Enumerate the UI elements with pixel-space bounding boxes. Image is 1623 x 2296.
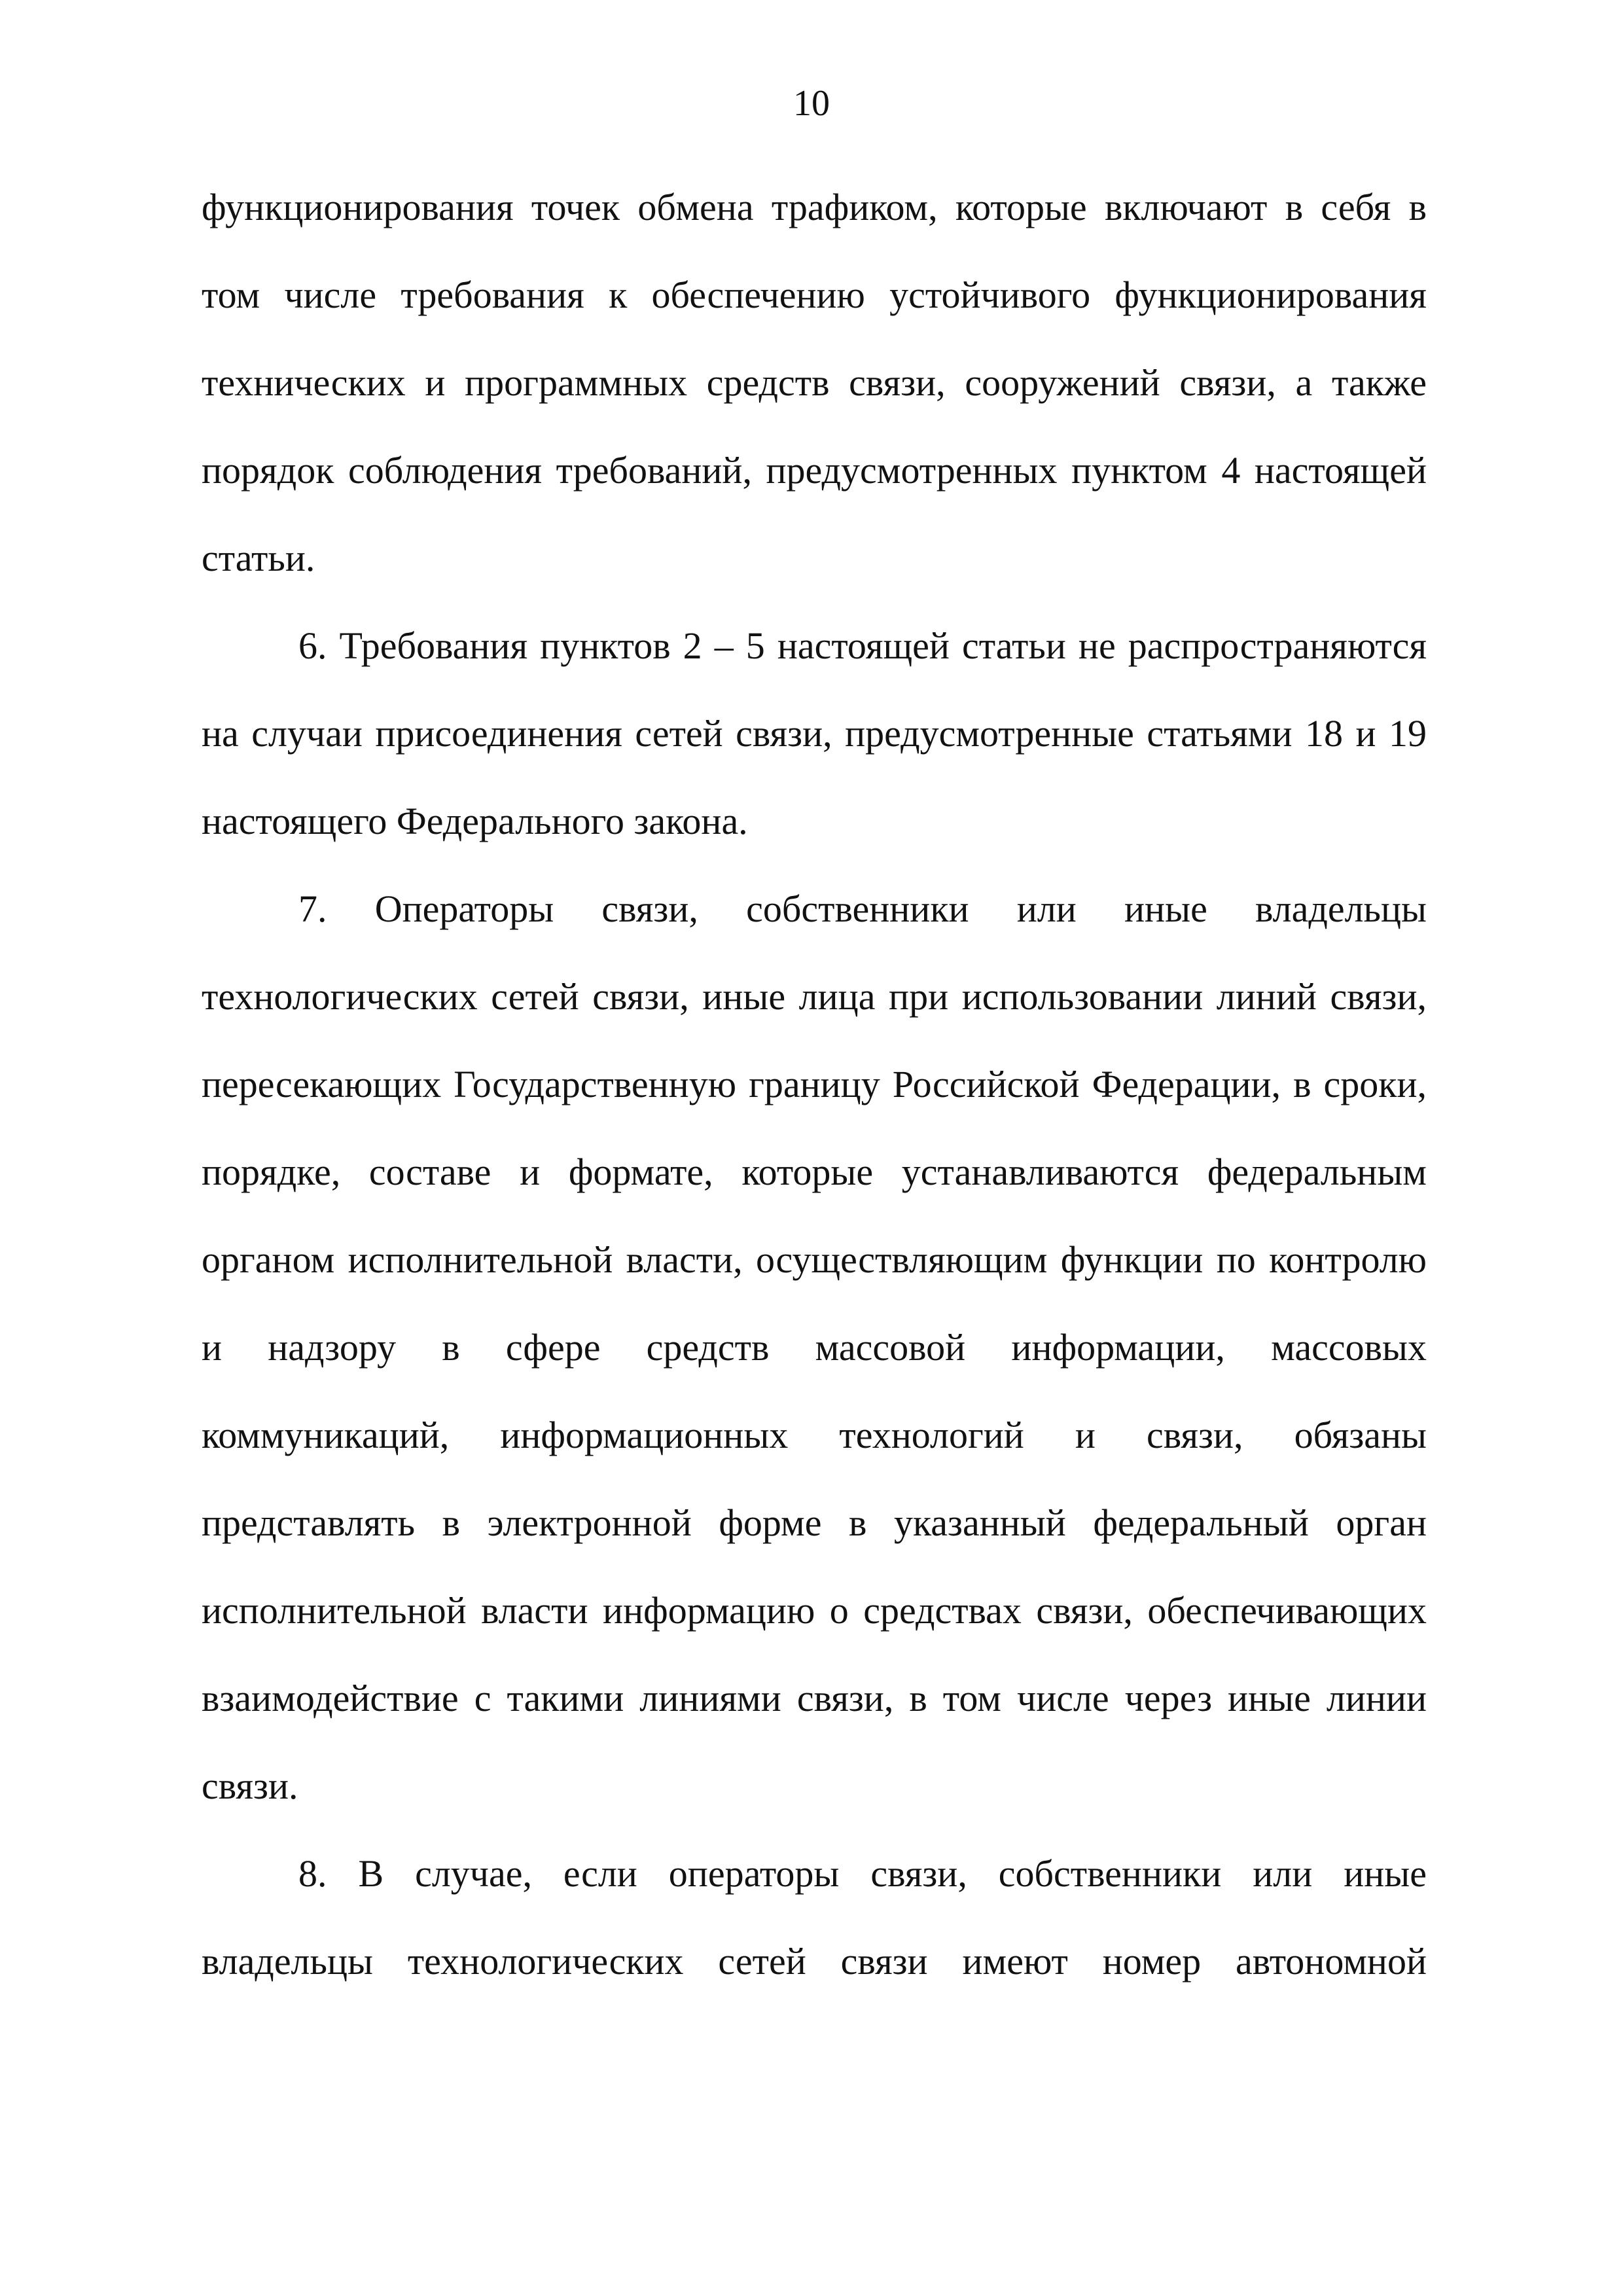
text-line: том числе требования к обеспечению устойчивого функционирования xyxy=(202,274,1427,316)
text-line: взаимодействие с такими линиями связи, в том числе через иные линии xyxy=(202,1677,1427,1719)
text-line: порядок соблюдения требований, предусмотренных пунктом 4 настоящей xyxy=(202,449,1427,492)
text-line: настоящего Федерального закона. xyxy=(202,800,748,842)
text-line: коммуникаций, информационных технологий и связи, обязаны xyxy=(202,1414,1427,1456)
page-number: 10 xyxy=(793,83,830,124)
text-line: органом исполнительной власти, осуществляющим функции по контролю xyxy=(202,1238,1427,1281)
text-line: представлять в электронной форме в указанный федеральный орган xyxy=(202,1501,1427,1544)
text-line: на случаи присоединения сетей связи, предусмотренные статьями 18 и 19 xyxy=(202,712,1427,755)
paragraph-6 xyxy=(202,602,1427,865)
text-line: 8. В случае, если операторы связи, собственники или иные xyxy=(298,1852,1427,1895)
text-line: исполнительной власти информацию о средствах связи, обеспечивающих xyxy=(202,1589,1427,1632)
paragraph-7 xyxy=(202,865,1427,1830)
text-line: функционирования точек обмена трафиком, которые включают в себя в xyxy=(202,186,1427,228)
text-line: 6. Требования пунктов 2 – 5 настоящей статьи не распространяются xyxy=(298,624,1427,667)
text-line: связи. xyxy=(202,1765,298,1807)
document-body xyxy=(202,164,1427,2005)
text-line: технологических сетей связи, иные лица при использовании линий связи, xyxy=(202,975,1427,1018)
text-line: и надзору в сфере средств массовой информации, массовых xyxy=(202,1326,1427,1369)
text-line: порядке, составе и формате, которые устанавливаются федеральным xyxy=(202,1151,1427,1193)
text-line: технических и программных средств связи, сооружений связи, а также xyxy=(202,361,1427,404)
text-line: статьи. xyxy=(202,537,315,579)
text-line: владельцы технологических сетей связи имеют номер автономной xyxy=(202,1940,1427,1982)
text-line: 7. Операторы связи, собственники или иные владельцы xyxy=(298,888,1427,930)
paragraph-8 xyxy=(202,1830,1427,2005)
paragraph-5-continued xyxy=(202,164,1427,602)
text-line: пересекающих Государственную границу Российской Федерации, в сроки, xyxy=(202,1063,1427,1105)
